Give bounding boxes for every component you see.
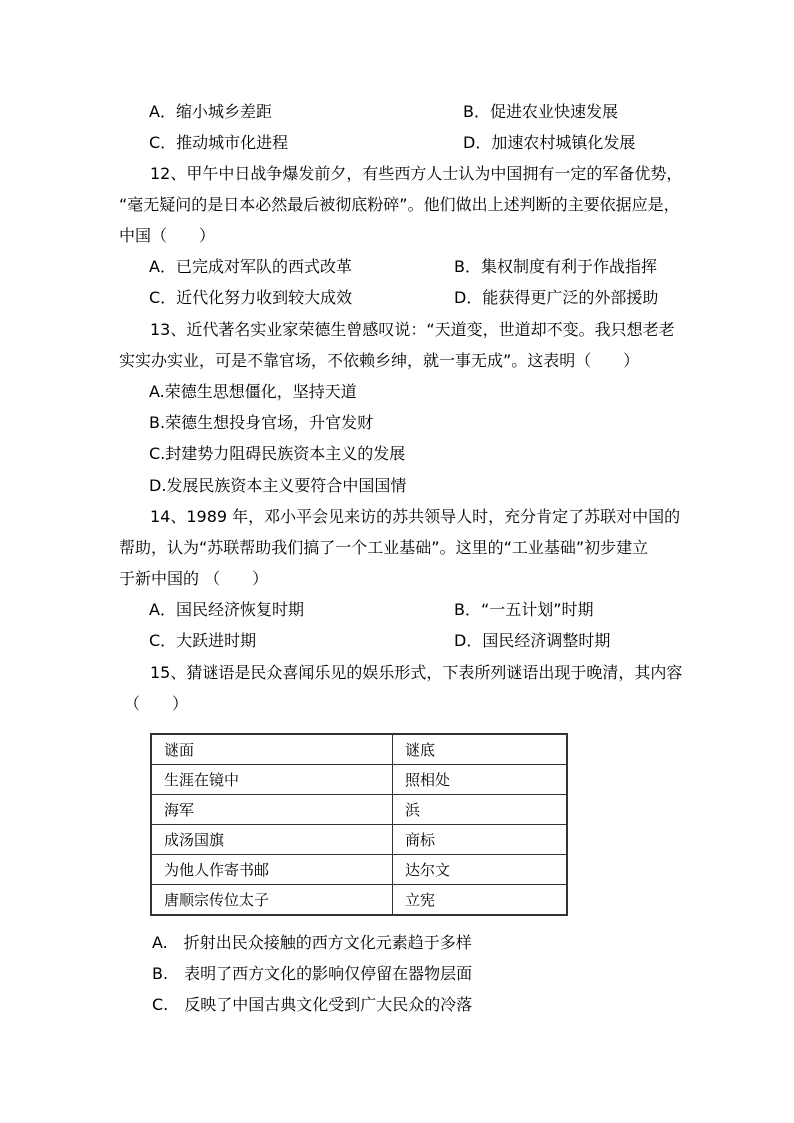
table-header-row [151, 734, 567, 765]
q15-option-a: A. 折射出民众接触的西方文化元素趋于多样 [152, 933, 472, 952]
q13-option-c: C.封建势力阻碍民族资本主义的发展 [149, 444, 406, 463]
q12-option-b: B．集权制度有利于作战指挥 [454, 257, 657, 276]
q11-option-d: D．加速农村城镇化发展 [463, 133, 636, 152]
q14-option-d: D．国民经济调整时期 [454, 631, 611, 650]
q14-stem-line3: 于新中国的 （ ） [119, 569, 269, 588]
q11-option-c: C．推动城市化进程 [149, 133, 289, 152]
q15-option-b: B. 表明了西方文化的影响仅停留在器物层面 [152, 964, 473, 983]
q14-option-b: B．“一五计划”时期 [454, 600, 594, 619]
q14-option-a: A．国民经济恢复时期 [149, 600, 304, 619]
table-cell: 生涯在镜中 [151, 765, 393, 795]
q13-stem-line1: 13、近代著名实业家荣德生曾感叹说：“天道变，世道却不变。我只想老老 [150, 320, 675, 339]
q13-option-a: A.荣德生思想僵化，坚持天道 [149, 382, 357, 401]
q11-option-b: B．促进农业快速发展 [463, 102, 618, 121]
q12-option-a: A．已完成对军队的西式改革 [149, 257, 352, 276]
q13-option-d: D.发展民族资本主义要符合中国国情 [149, 476, 407, 495]
q12-stem-line3: 中国（ ） [119, 226, 216, 245]
table-cell: 唐顺宗传位太子 [151, 885, 393, 916]
q14-stem-line2: 帮助，认为“苏联帮助我们搞了一个工业基础”。这里的“工业基础”初步建立 [119, 538, 649, 557]
table-cell: 为他人作寄书邮 [151, 855, 393, 885]
q13-stem-line2: 实实办实业，可是不靠官场，不依赖乡绅，就一事无成”。这表明（ ） [119, 351, 640, 370]
q12-stem-line1: 12、甲午中日战争爆发前夕，有些西方人士认为中国拥有一定的军备优势， [150, 164, 683, 183]
q14-stem-line1: 14、1989 年，邓小平会见来访的苏共领导人时，充分肯定了苏联对中国的 [150, 507, 681, 526]
q12-stem-line2: “毫无疑问的是日本必然最后被彻底粉碎”。他们做出上述判断的主要依据应是， [119, 195, 680, 214]
table-header-cell: 谜面 [151, 734, 393, 765]
q15-stem-line2: （ ） [124, 694, 189, 713]
table-cell: 海军 [151, 795, 393, 825]
table-row [151, 885, 567, 916]
table-cell: 浜 [393, 795, 568, 825]
table-cell: 成汤国旗 [151, 825, 393, 855]
q15-option-c: C. 反映了中国古典文化受到广大民众的冷落 [152, 995, 473, 1014]
table-cell: 达尔文 [393, 855, 568, 885]
q13-option-b: B.荣德生想投身官场，升官发财 [149, 413, 374, 432]
q12-option-d: D．能获得更广泛的外部援助 [454, 288, 659, 307]
riddle-table [150, 733, 568, 916]
q12-option-c: C．近代化努力收到较大成效 [149, 288, 353, 307]
table-header-cell: 谜底 [393, 734, 568, 765]
table-row [151, 855, 567, 885]
table-cell: 商标 [393, 825, 568, 855]
q11-option-a: A．缩小城乡差距 [149, 102, 272, 121]
table-row [151, 795, 567, 825]
table-row [151, 765, 567, 795]
q14-option-c: C．大跃进时期 [149, 631, 257, 650]
table-cell: 照相处 [393, 765, 568, 795]
table-row [151, 825, 567, 855]
table-cell: 立宪 [393, 885, 568, 916]
q15-stem-line1: 15、猜谜语是民众喜闻乐见的娱乐形式，下表所列谜语出现于晚清，其内容 [150, 663, 683, 682]
